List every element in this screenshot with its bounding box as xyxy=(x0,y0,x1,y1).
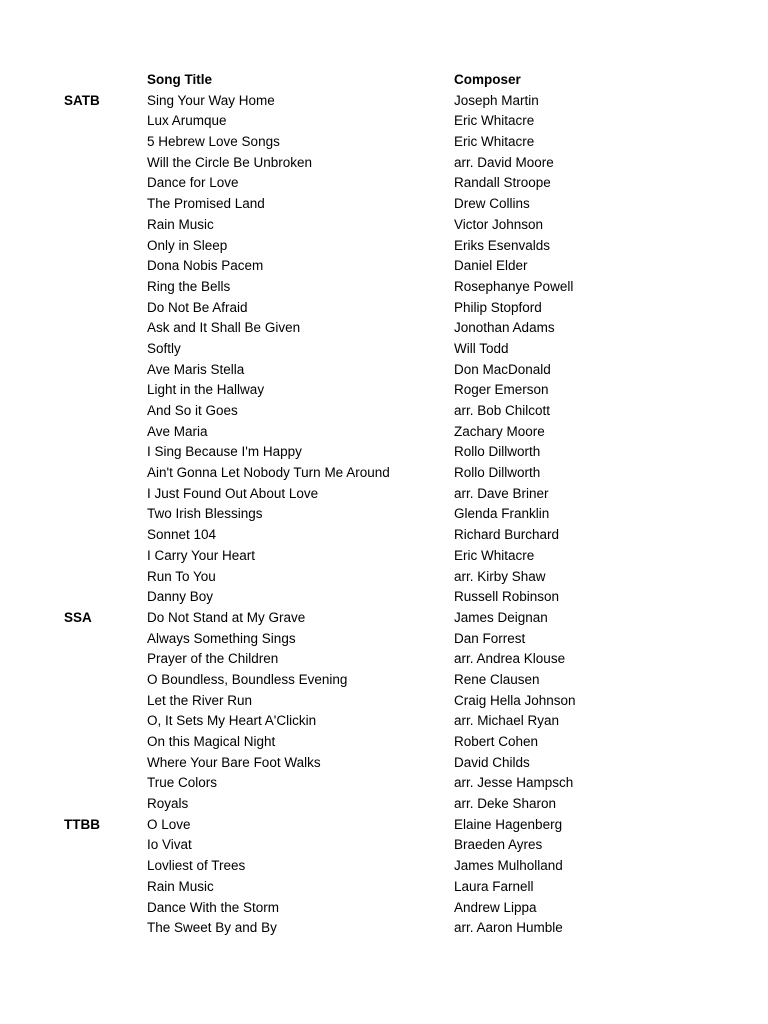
song-title: Sing Your Way Home xyxy=(147,92,275,108)
song-title: I Just Found Out About Love xyxy=(147,485,319,501)
composer-name: Victor Johnson xyxy=(454,216,544,232)
composer-name: Craig Hella Johnson xyxy=(454,692,576,708)
composer-name: Andrew Lippa xyxy=(454,899,537,915)
song-title: Dance With the Storm xyxy=(147,899,280,915)
table-row xyxy=(0,194,768,215)
table-row xyxy=(0,649,768,670)
song-title: 5 Hebrew Love Songs xyxy=(147,134,280,150)
header-song-title: Song Title xyxy=(147,72,213,87)
song-title: The Promised Land xyxy=(147,196,265,212)
composer-name: Zachary Moore xyxy=(454,423,545,439)
composer-name: Eriks Esenvalds xyxy=(454,237,551,253)
table-row xyxy=(0,256,768,277)
song-title: True Colors xyxy=(147,775,218,791)
table-row xyxy=(0,132,768,153)
table-row xyxy=(0,422,768,443)
table-row xyxy=(0,236,768,257)
composer-name: Rollo Dillworth xyxy=(454,465,541,481)
song-title: O, It Sets My Heart A'Clickin xyxy=(147,713,317,729)
composer-name: Jonothan Adams xyxy=(454,320,555,336)
table-row xyxy=(0,91,768,112)
composer-name: Randall Stroope xyxy=(454,175,551,191)
song-title: Only in Sleep xyxy=(147,237,228,253)
song-title: Dance for Love xyxy=(147,175,239,191)
song-title: Io Vivat xyxy=(147,837,192,853)
song-title: Let the River Run xyxy=(147,692,253,708)
table-row xyxy=(0,360,768,381)
table-row xyxy=(0,111,768,132)
song-title: Rain Music xyxy=(147,878,214,894)
table-row xyxy=(0,815,768,836)
song-title: Always Something Sings xyxy=(147,630,296,646)
table-row xyxy=(0,484,768,505)
voicing-label: SSA xyxy=(64,609,92,625)
song-title: O Love xyxy=(147,816,191,832)
table-row xyxy=(0,918,768,939)
composer-name: Philip Stopford xyxy=(454,299,542,315)
composer-name: Eric Whitacre xyxy=(454,547,535,563)
composer-name: arr. Dave Briner xyxy=(454,485,549,501)
table-row xyxy=(0,856,768,877)
header-composer: Composer xyxy=(454,72,521,87)
song-title: Lux Arumque xyxy=(147,113,227,129)
song-title: O Boundless, Boundless Evening xyxy=(147,671,348,687)
composer-name: Russell Robinson xyxy=(454,589,560,605)
composer-name: arr. Bob Chilcott xyxy=(454,403,551,418)
table-row xyxy=(0,380,768,401)
voicing-label: TTBB xyxy=(64,816,100,832)
song-title: Two Irish Blessings xyxy=(147,506,263,522)
composer-name: Rene Clausen xyxy=(454,671,540,687)
song-title: Dona Nobis Pacem xyxy=(147,258,264,274)
composer-name: Roger Emerson xyxy=(454,382,549,398)
song-title: Do Not Stand at My Grave xyxy=(147,609,306,625)
composer-name: Rollo Dillworth xyxy=(454,444,541,460)
voicing-label: SATB xyxy=(64,92,100,108)
table-row xyxy=(0,898,768,919)
song-title: I Sing Because I'm Happy xyxy=(147,444,302,460)
song-title: On this Magical Night xyxy=(147,734,276,749)
composer-name: arr. Aaron Humble xyxy=(454,920,563,936)
song-title: Light in the Hallway xyxy=(147,382,265,398)
composer-name: James Deignan xyxy=(454,609,548,625)
table-row xyxy=(0,732,768,753)
song-title: Lovliest of Trees xyxy=(147,858,246,874)
song-title: Ave Maris Stella xyxy=(147,361,245,377)
composer-name: Eric Whitacre xyxy=(454,113,535,129)
composer-name: Rosephanye Powell xyxy=(454,278,574,294)
table-row xyxy=(0,877,768,898)
song-title: Softly xyxy=(147,340,181,356)
table-row xyxy=(0,773,768,794)
table-row xyxy=(0,525,768,546)
composer-name: David Childs xyxy=(454,754,530,770)
composer-name: Eric Whitacre xyxy=(454,134,535,150)
table-row xyxy=(0,587,768,608)
table-row xyxy=(0,153,768,174)
song-title: And So it Goes xyxy=(147,403,238,418)
table-row xyxy=(0,711,768,732)
composer-name: Robert Cohen xyxy=(454,734,539,749)
table-row xyxy=(0,463,768,484)
table-row xyxy=(0,670,768,691)
song-title: The Sweet By and By xyxy=(147,920,277,936)
composer-name: Don MacDonald xyxy=(454,361,551,377)
composer-name: Laura Farnell xyxy=(454,878,534,894)
composer-name: arr. Deke Sharon xyxy=(454,796,557,812)
song-title: Rain Music xyxy=(147,216,214,232)
table-row xyxy=(0,298,768,319)
table-row xyxy=(0,215,768,236)
song-title: Ask and It Shall Be Given xyxy=(147,320,301,336)
song-title: Run To You xyxy=(147,568,216,584)
table-header xyxy=(0,70,768,91)
table-row xyxy=(0,504,768,525)
table-row xyxy=(0,794,768,815)
table-row xyxy=(0,835,768,856)
song-title: Danny Boy xyxy=(147,589,214,605)
table-row xyxy=(0,608,768,629)
table-row xyxy=(0,277,768,298)
composer-name: Joseph Martin xyxy=(454,92,539,108)
table-row xyxy=(0,442,768,463)
table-row xyxy=(0,339,768,360)
song-title: Will the Circle Be Unbroken xyxy=(147,154,313,170)
song-title: Do Not Be Afraid xyxy=(147,299,248,315)
composer-name: Drew Collins xyxy=(454,196,530,212)
table-row xyxy=(0,173,768,194)
repertoire-table xyxy=(0,70,768,939)
table-row xyxy=(0,753,768,774)
table-row xyxy=(0,629,768,650)
composer-name: Dan Forrest xyxy=(454,630,526,646)
composer-name: James Mulholland xyxy=(454,858,563,874)
composer-name: Glenda Franklin xyxy=(454,506,550,522)
composer-name: arr. David Moore xyxy=(454,154,554,170)
table-row xyxy=(0,318,768,339)
composer-name: Richard Burchard xyxy=(454,527,560,543)
table-row xyxy=(0,691,768,712)
song-title: Prayer of the Children xyxy=(147,651,279,667)
composer-name: arr. Andrea Klouse xyxy=(454,651,566,667)
composer-name: Elaine Hagenberg xyxy=(454,816,563,832)
table-row xyxy=(0,401,768,422)
composer-name: Daniel Elder xyxy=(454,258,528,274)
table-row xyxy=(0,546,768,567)
song-title: Ave Maria xyxy=(147,423,208,439)
song-title: Ring the Bells xyxy=(147,278,231,294)
composer-name: Will Todd xyxy=(454,340,509,356)
composer-name: arr. Michael Ryan xyxy=(454,713,560,729)
table-body xyxy=(0,91,768,939)
composer-name: arr. Jesse Hampsch xyxy=(454,775,574,791)
composer-name: Braeden Ayres xyxy=(454,837,543,853)
song-title: Where Your Bare Foot Walks xyxy=(147,754,321,770)
composer-name: arr. Kirby Shaw xyxy=(454,568,546,584)
song-title: Royals xyxy=(147,796,189,812)
song-title: I Carry Your Heart xyxy=(147,547,256,563)
song-title: Ain't Gonna Let Nobody Turn Me Around xyxy=(147,465,390,481)
table-row xyxy=(0,567,768,588)
song-title: Sonnet 104 xyxy=(147,527,217,543)
